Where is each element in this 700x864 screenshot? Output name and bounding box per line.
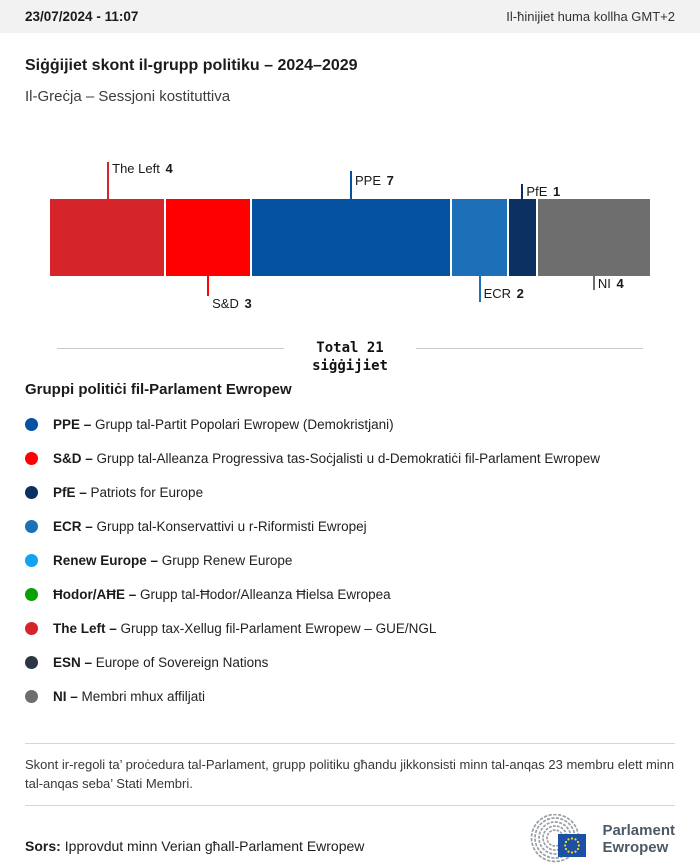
legend-item-pfe bbox=[25, 475, 675, 509]
legend-dot-odor-a-e bbox=[25, 588, 38, 601]
segment-label-ppe: PPE 7 bbox=[355, 173, 394, 188]
legend-label: NI – Membri mhux affiljati bbox=[53, 688, 206, 704]
legend-label: ECR – Grupp tal-Konservattivi u r-Riformisti Ewropej bbox=[53, 518, 367, 534]
legend-label: PPE – Grupp tal-Partit Popolari Ewropew (Demokristjani) bbox=[53, 416, 394, 432]
tick-ecr bbox=[479, 276, 481, 302]
legend-dot-ni bbox=[25, 690, 38, 703]
legend-item-renew-europe bbox=[25, 543, 675, 577]
legend-item-ppe bbox=[25, 407, 675, 441]
legend-item-ecr bbox=[25, 509, 675, 543]
legend-dot-ppe bbox=[25, 418, 38, 431]
segment-label-ecr: ECR 2 bbox=[483, 286, 524, 301]
legend-dot-ecr bbox=[25, 520, 38, 533]
top-bar bbox=[0, 0, 700, 33]
legend-label: PfE – Patriots for Europe bbox=[53, 484, 204, 500]
segment-label-s-d: S&D 3 bbox=[212, 296, 252, 311]
bar-segment-ni[interactable] bbox=[536, 199, 650, 276]
tick-ni bbox=[593, 276, 595, 290]
total-left-rule bbox=[57, 348, 284, 349]
logo-text-line1: Parlament bbox=[602, 822, 675, 839]
source-label: Sors: bbox=[25, 838, 61, 854]
source-line bbox=[25, 838, 364, 854]
divider-bottom bbox=[25, 805, 675, 806]
total-row bbox=[25, 339, 675, 375]
total-label-line2: siġġijiet bbox=[312, 358, 388, 374]
legend-heading: Gruppi politiċi fil-Parlament Ewropew bbox=[25, 381, 292, 398]
legend-dot-s-d bbox=[25, 452, 38, 465]
page-title: Siġġijiet skont il-grupp politiku – 2024–2029 bbox=[25, 57, 358, 74]
tick-pfe bbox=[521, 184, 523, 199]
seat-bar bbox=[50, 199, 650, 276]
bar-segment-s-d[interactable] bbox=[164, 199, 250, 276]
source-text: Ipprovdut minn Verian għall-Parlament Ewropew bbox=[64, 838, 365, 854]
date-time: 23/07/2024 - 11:07 bbox=[25, 9, 139, 24]
total-label bbox=[312, 339, 388, 375]
legend-item-esn bbox=[25, 645, 675, 679]
footnote: Skont ir-regoli ta’ proċedura tal-Parlament, grupp politiku għandu jikkonsisti minn tal-anqas 23 membru elett minn tal-anqas seba’ Stati Membri. bbox=[25, 757, 675, 791]
bottom-row bbox=[25, 814, 675, 864]
chart-area bbox=[0, 139, 700, 329]
legend-label: S&D – Grupp tal-Alleanza Progressiva tas-Soċjalisti u d-Demokratiċi fil-Parlament Ewropew bbox=[53, 450, 600, 466]
legend-dot-pfe bbox=[25, 486, 38, 499]
legend bbox=[25, 407, 675, 713]
legend-dot-renew-europe bbox=[25, 554, 38, 567]
logo-text-line2: Ewropew bbox=[602, 839, 669, 856]
tick-ppe bbox=[350, 171, 352, 199]
total-right-rule bbox=[416, 348, 643, 349]
bar-segment-ecr[interactable] bbox=[450, 199, 507, 276]
segment-label-pfe: PfE 1 bbox=[526, 184, 561, 199]
tick-s-d bbox=[207, 276, 209, 296]
bar-segment-the-left[interactable] bbox=[50, 199, 164, 276]
legend-dot-esn bbox=[25, 656, 38, 669]
tick-the-left bbox=[107, 162, 109, 199]
european-parliament-logo bbox=[528, 814, 675, 864]
legend-item-the-left bbox=[25, 611, 675, 645]
bar-segment-ppe[interactable] bbox=[250, 199, 450, 276]
hemicycle-flag-icon bbox=[528, 814, 594, 864]
timezone-note: Il-ħinijiet huma kollha GMT+2 bbox=[506, 9, 675, 24]
segment-label-ni: NI 4 bbox=[597, 276, 624, 291]
legend-item-odor-a-e bbox=[25, 577, 675, 611]
segment-label-the-left: The Left 4 bbox=[112, 161, 173, 176]
legend-label: Ħodor/AĦE – Grupp tal-Ħodor/Alleanza Ħielsa Ewropea bbox=[53, 586, 391, 602]
bar-segment-pfe[interactable] bbox=[507, 199, 536, 276]
legend-item-s-d bbox=[25, 441, 675, 475]
legend-item-ni bbox=[25, 679, 675, 713]
total-label-line1: Total 21 bbox=[316, 340, 384, 356]
legend-dot-the-left bbox=[25, 622, 38, 635]
legend-label: ESN – Europe of Sovereign Nations bbox=[53, 654, 269, 670]
logo-text bbox=[602, 822, 675, 856]
legend-label: The Left – Grupp tax-Xellug fil-Parlament Ewropew – GUE/NGL bbox=[53, 620, 437, 636]
legend-label: Renew Europe – Grupp Renew Europe bbox=[53, 552, 293, 568]
page-subtitle: Il-Greċja – Sessjoni kostituttiva bbox=[25, 88, 231, 105]
